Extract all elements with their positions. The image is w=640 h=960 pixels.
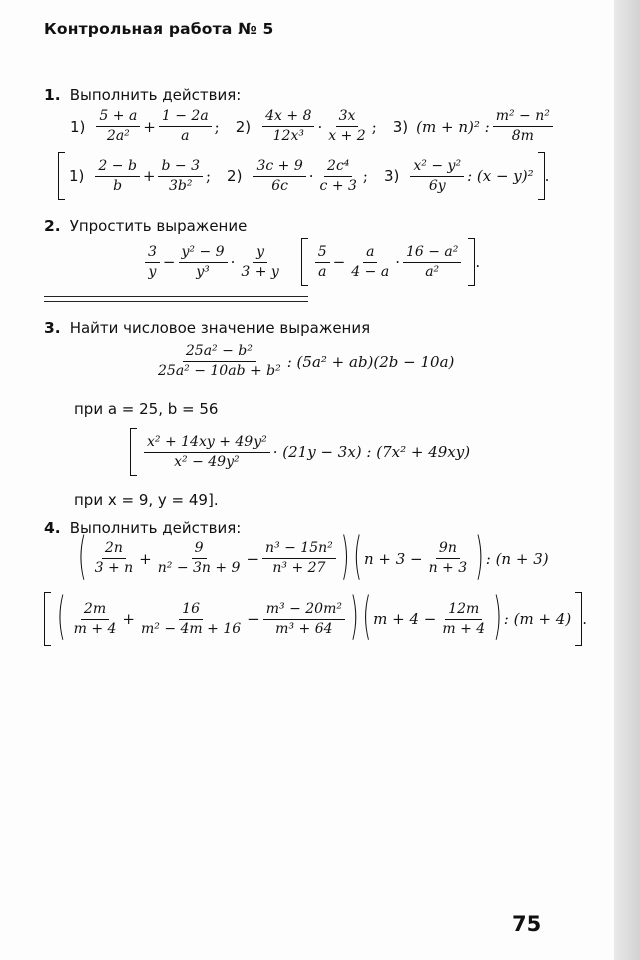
denominator: y: [148, 263, 157, 280]
denominator: m + 4: [73, 620, 117, 637]
left-bracket: [130, 428, 137, 476]
operator: ·: [230, 253, 236, 271]
operator: −: [247, 610, 260, 628]
fraction: [95, 158, 140, 195]
punctuation: ;: [214, 117, 220, 136]
right-paren: ): [493, 589, 502, 647]
task-3-expression-a: [152, 343, 454, 380]
denominator: m³ + 64: [275, 620, 333, 637]
page-edge-shadow: [614, 0, 640, 960]
numerator: 4x + 8: [262, 108, 314, 127]
fraction: [439, 601, 488, 638]
numerator: 1 − 2a: [159, 108, 212, 127]
denominator: a: [181, 128, 190, 144]
task-text: Найти числовое значение выражения: [69, 319, 371, 337]
fraction: [158, 158, 203, 195]
task-4-heading: [44, 519, 249, 537]
denominator: 8m: [511, 128, 534, 144]
right-paren: ): [475, 528, 484, 587]
separator-line: [44, 301, 308, 302]
right-paren: ): [349, 589, 359, 647]
fraction: [262, 108, 314, 145]
task-2-heading: [44, 217, 255, 235]
fraction: [238, 244, 281, 281]
punctuation: ;: [371, 117, 377, 136]
numerator: 2c⁴: [324, 158, 352, 177]
numerator: 12m: [445, 601, 482, 620]
numerator: 3c + 9: [253, 158, 305, 177]
fraction: [263, 601, 345, 638]
page-number: 75: [512, 912, 542, 936]
fraction: [262, 540, 336, 577]
expression: : (x − y)²: [467, 167, 534, 185]
expression: · (21y − 3x) : (7x² + 49xy): [272, 443, 471, 461]
left-paren: (: [353, 528, 362, 587]
operator: +: [142, 167, 156, 185]
fraction: [144, 434, 270, 471]
punctuation: ;: [205, 167, 212, 185]
numerator: x² − y²: [410, 158, 464, 177]
expression: : (5a² + ab)(2b − 10a): [286, 352, 455, 371]
numerator: 25a² − b²: [183, 343, 256, 362]
punctuation: .: [582, 610, 587, 628]
numerator: 2n: [102, 540, 126, 559]
denominator: 6c: [271, 177, 288, 194]
denominator: x + 2: [328, 128, 366, 144]
numerator: m² − n²: [493, 108, 553, 127]
fraction: [410, 158, 464, 195]
numerator: a: [363, 244, 377, 263]
denominator: n³ + 27: [272, 560, 326, 576]
expression: m + 4 −: [373, 610, 437, 628]
denominator: a²: [425, 263, 440, 280]
punctuation: .: [475, 253, 481, 271]
denominator: x² − 49y²: [174, 453, 240, 470]
task-3-condition-b: при x = 9, y = 49].: [74, 491, 219, 509]
denominator: y³: [196, 263, 210, 280]
numerator: b − 3: [158, 158, 203, 177]
fraction: [96, 108, 140, 145]
denominator: a: [318, 263, 327, 280]
expression: (m + n)² :: [416, 117, 490, 136]
task-1-variant-b: [58, 152, 549, 200]
page-title: Контрольная работа № 5: [44, 20, 274, 38]
right-bracket: [468, 238, 475, 286]
right-paren: ): [340, 528, 350, 587]
expression: : (m + 4): [503, 610, 572, 628]
fraction: [325, 108, 368, 145]
operator: ·: [395, 253, 400, 271]
item-label: 2): [235, 117, 252, 136]
fraction: [138, 601, 244, 638]
left-bracket: [44, 592, 51, 646]
denominator: 12x³: [272, 128, 304, 144]
denominator: m + 4: [442, 620, 486, 637]
fraction: [253, 158, 305, 195]
task-text: Выполнить действия:: [69, 86, 242, 104]
fraction: [348, 244, 392, 281]
left-paren: (: [362, 589, 372, 647]
fraction: [145, 244, 160, 281]
task-1-heading: [44, 86, 249, 104]
task-4-expression-a: [76, 528, 549, 587]
item-label: 2): [227, 167, 243, 185]
numerator: 16: [179, 601, 203, 620]
fraction: [403, 244, 461, 281]
numerator: 9n: [436, 540, 460, 559]
left-bracket: [58, 152, 65, 200]
operator: −: [332, 253, 346, 271]
numerator: 3: [145, 244, 160, 263]
fraction: [155, 343, 284, 380]
task-2-expression: [142, 238, 480, 286]
fraction: [92, 540, 137, 577]
denominator: b: [113, 177, 123, 194]
operator: +: [122, 610, 135, 628]
denominator: 4 − a: [351, 263, 390, 280]
numerator: 2 − b: [95, 158, 140, 177]
denominator: 3b²: [168, 177, 193, 194]
denominator: 25a² − 10ab + b²: [158, 363, 281, 379]
numerator: 5: [315, 244, 330, 263]
task-number: 4.: [44, 519, 61, 537]
numerator: 16 − a²: [403, 244, 461, 263]
item-label: 1): [70, 117, 86, 136]
left-paren: (: [78, 528, 87, 587]
numerator: m³ − 20m²: [263, 601, 345, 620]
punctuation: .: [544, 167, 550, 185]
fraction: [315, 244, 330, 281]
numerator: y: [253, 244, 267, 263]
numerator: 2m: [81, 601, 109, 620]
operator: −: [246, 549, 260, 568]
right-bracket: [575, 592, 582, 646]
left-bracket: [301, 238, 308, 286]
item-label: 3): [392, 117, 409, 136]
denominator: c + 3: [319, 177, 357, 194]
task-number: 3.: [44, 319, 61, 337]
numerator: n³ − 15n²: [262, 540, 336, 559]
item-label: 3): [383, 167, 400, 185]
fraction: [493, 108, 553, 145]
denominator: 2a²: [106, 128, 130, 144]
operator: +: [139, 549, 152, 568]
fraction: [71, 601, 120, 638]
right-bracket: [538, 152, 545, 200]
operator: ·: [317, 117, 323, 136]
numerator: x² + 14xy + 49y²: [144, 434, 270, 453]
fraction: [426, 540, 471, 577]
denominator: 6y: [428, 177, 446, 194]
denominator: 3 + n: [94, 560, 134, 576]
task-3-condition-a: при a = 25, b = 56: [74, 400, 219, 418]
left-paren: (: [57, 589, 66, 647]
denominator: n + 3: [428, 560, 468, 576]
operator: +: [143, 117, 156, 136]
numerator: y² − 9: [179, 244, 228, 263]
task-number: 2.: [44, 217, 61, 235]
fraction: [179, 244, 228, 281]
fraction: [155, 540, 244, 577]
denominator: m² − 4m + 16: [141, 620, 242, 637]
fraction: [159, 108, 212, 145]
numerator: 3x: [336, 108, 359, 127]
denominator: n² − 3n + 9: [157, 560, 241, 576]
item-label: 1): [69, 167, 85, 185]
task-text: Упростить выражение: [69, 217, 248, 235]
task-4-expression-b: [44, 589, 587, 647]
numerator: 5 + a: [96, 108, 140, 127]
numerator: 9: [192, 540, 207, 559]
fraction: [317, 158, 360, 195]
expression: n + 3 −: [363, 549, 423, 568]
task-3-heading: [44, 319, 378, 337]
task-number: 1.: [44, 86, 61, 104]
denominator: 3 + y: [241, 263, 279, 280]
punctuation: ;: [362, 167, 368, 185]
task-1-variant-a: [70, 108, 556, 145]
task-3-expression-b: [130, 428, 470, 476]
operator: ·: [308, 167, 314, 185]
task-text: Выполнить действия:: [69, 519, 242, 537]
expression: : (n + 3): [485, 549, 549, 568]
operator: −: [162, 253, 176, 271]
separator-line: [44, 296, 308, 297]
